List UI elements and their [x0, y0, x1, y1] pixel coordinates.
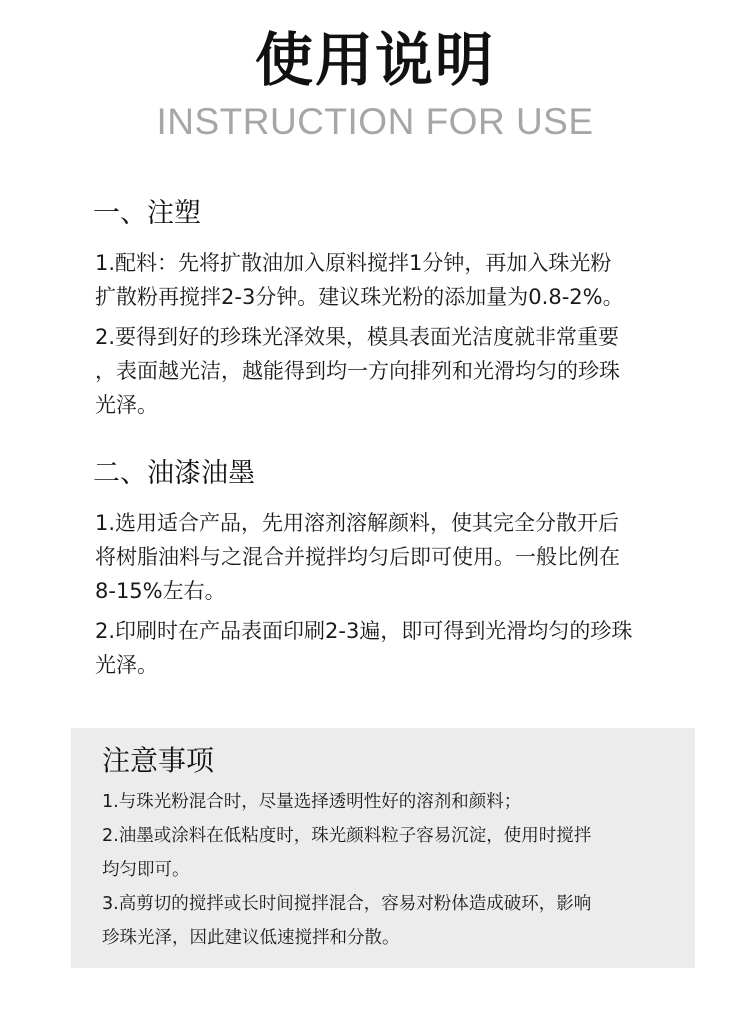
section-heading: 一、注塑 [93, 198, 201, 229]
section-injection-molding [95, 194, 715, 428]
note-item: 3.高剪切的搅拌或长时间搅拌混合，容易对粉体造成破环，影响 珍珠光泽，因此建议低速搅拌和分散。 [102, 894, 592, 948]
page-title: 使用说明 [254, 26, 495, 94]
section-paint-ink [95, 454, 715, 688]
paragraph: 2.印刷时在产品表面印刷2-3遍，即可得到光滑均匀的珍珠 光泽。 [95, 619, 633, 677]
note-item: 2.油墨或涂料在低粘度时，珠光颜料粒子容易沉淀，使用时搅拌 均匀即可。 [102, 826, 592, 880]
note-item: 1.与珠光粉混合时，尽量选择透明性好的溶剂和颜料； [102, 792, 522, 812]
paragraph: 1.选用适合产品，先用溶剂溶解颜料，使其完全分散开后 将树脂油料与之混合并搅拌均匀后即可使用。一般比例在 8-15%左右。 [95, 511, 620, 603]
notes-box [71, 728, 695, 968]
paragraph: 1.配料：先将扩散油加入原料搅拌1分钟，再加入珠光粉 扩散粉再搅拌2-3分钟。建议珠光粉的添加量为0.8-2%。 [95, 251, 624, 309]
section-heading: 二、油漆油墨 [93, 458, 255, 489]
notes-title: 注意事项 [102, 744, 215, 777]
paragraph: 2.要得到好的珍珠光泽效果，模具表面光洁度就非常重要 ，表面越光洁，越能得到均一方向排列和光滑均匀的珍珠 光泽。 [95, 325, 620, 417]
page-subtitle: INSTRUCTION FOR USE [156, 101, 594, 142]
notes-list [102, 785, 682, 955]
